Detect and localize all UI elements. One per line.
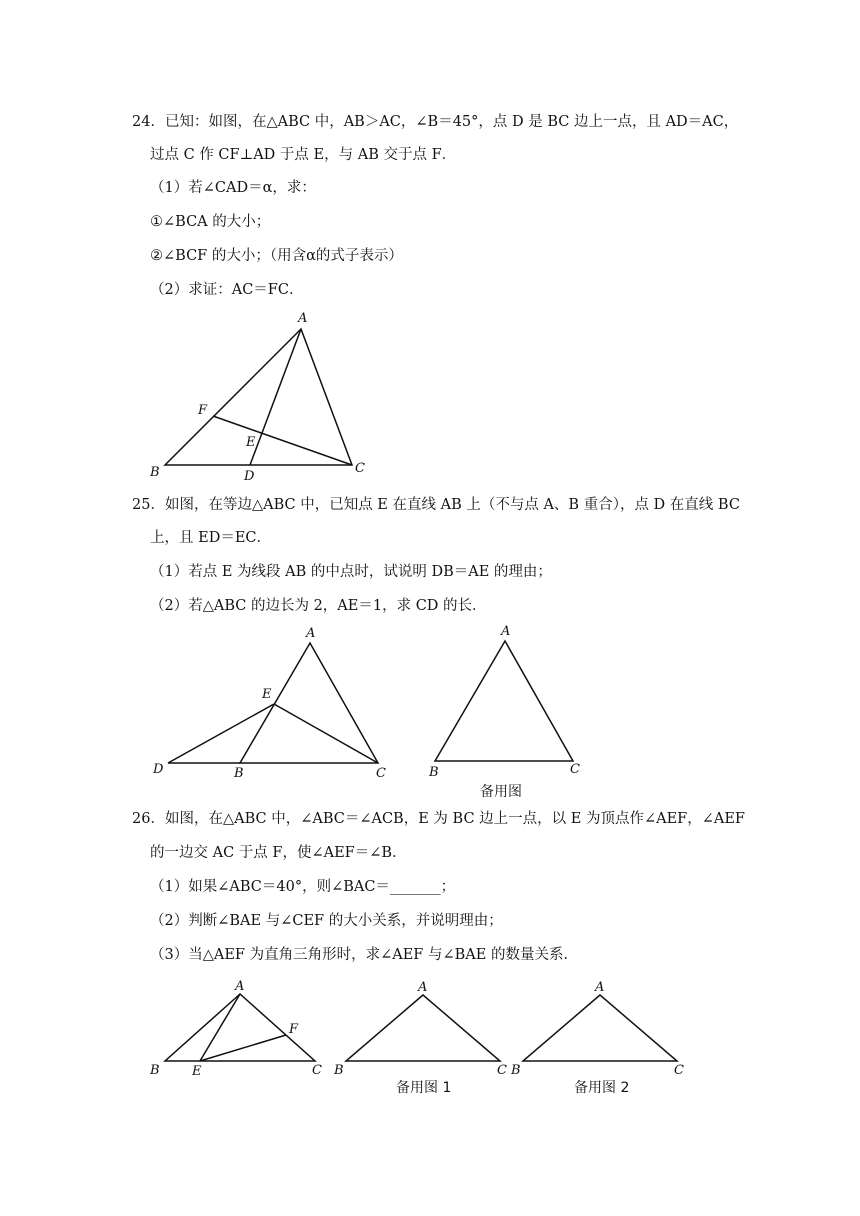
q24-line-1: 24．已知：如图，在△ABC 中，AB＞AC，∠B＝45°，点 D 是 BC 边上一点，且 AD＝AC， (132, 114, 739, 130)
q24-line-3: （1）若∠CAD＝α，求： (150, 180, 316, 196)
q26-spare-caption-1: 备用图 1 (396, 1080, 452, 1096)
q25-label-a: A (306, 626, 316, 641)
q24-triangle-abc (165, 329, 352, 465)
q25-label-d: D (153, 762, 164, 777)
q24-segment-cf (213, 416, 352, 465)
q26-label-a: A (235, 979, 245, 994)
q26-spare2-label-c: C (674, 1063, 684, 1078)
q24-label-b: B (150, 465, 160, 480)
q25-spare-label-a: A (501, 624, 511, 639)
q26-spare-triangle-2 (523, 995, 677, 1061)
q26-spare2-label-b: B (511, 1063, 521, 1078)
q25-line-1: 25．如图，在等边△ABC 中，已知点 E 在直线 AB 上（不与点 A、B 重合），点 D 在直线 BC (132, 497, 740, 513)
q26-line-1: 26．如图，在△ABC 中，∠ABC＝∠ACB，E 为 BC 边上一点，以 E 为顶点作∠AEF，∠AEF (132, 811, 745, 827)
q26-line-2: 的一边交 AC 于点 F，使∠AEF＝∠B． (150, 845, 407, 861)
q25-line-2: 上，且 ED＝EC． (150, 530, 271, 546)
q25-triangle-abc (240, 643, 378, 763)
q26-spare-caption-2: 备用图 2 (574, 1080, 630, 1096)
q26-line-5: （3）当△AEF 为直角三角形时，求∠AEF 与∠BAE 的数量关系． (150, 947, 578, 963)
q26-label-f: F (289, 1022, 299, 1037)
q25-label-b: B (234, 766, 244, 781)
q24-line-6: （2）求证：AC＝FC． (150, 282, 304, 298)
q24-label-f: F (198, 403, 208, 418)
q24-line-4: ①∠BCA 的大小； (150, 214, 271, 230)
q26-spare1-label-a: A (418, 980, 428, 995)
q26-label-b: B (150, 1063, 160, 1078)
q26-label-c: C (312, 1063, 322, 1078)
q24-line-2: 过点 C 作 CF⊥AD 于点 E，与 AB 交于点 F． (150, 147, 457, 163)
q26-spare1-label-b: B (334, 1063, 344, 1078)
q25-line-3: （1）若点 E 为线段 AB 的中点时，试说明 DB＝AE 的理由； (150, 564, 552, 580)
q24-label-c: C (355, 461, 365, 476)
q25-label-c: C (376, 766, 386, 781)
q25-spare-triangle (435, 641, 573, 761)
q24-label-e: E (246, 435, 256, 450)
q24-label-d: D (244, 469, 255, 484)
q26-spare-triangle-1 (346, 995, 500, 1061)
q25-spare-caption: 备用图 (480, 784, 522, 800)
q25-segment-ec (274, 704, 378, 763)
q26-line-4: （2）判断∠BAE 与∠CEF 的大小关系，并说明理由； (150, 913, 503, 929)
q26-line-3: （1）如果∠ABC＝40°，则∠BAC＝_______； (150, 879, 456, 895)
q25-spare-label-c: C (570, 762, 580, 777)
q24-line-5: ②∠BCF 的大小；（用含α的式子表示） (150, 248, 403, 264)
q26-spare2-label-a: A (595, 980, 605, 995)
q25-label-e: E (262, 687, 272, 702)
q26-label-e: E (192, 1064, 202, 1079)
q24-label-a: A (298, 311, 308, 326)
q25-line-4: （2）若△ABC 的边长为 2，AE＝1，求 CD 的长． (150, 598, 487, 614)
q25-spare-label-b: B (429, 765, 439, 780)
q26-spare1-label-c: C (497, 1063, 507, 1078)
q25-segment-de (168, 704, 274, 763)
